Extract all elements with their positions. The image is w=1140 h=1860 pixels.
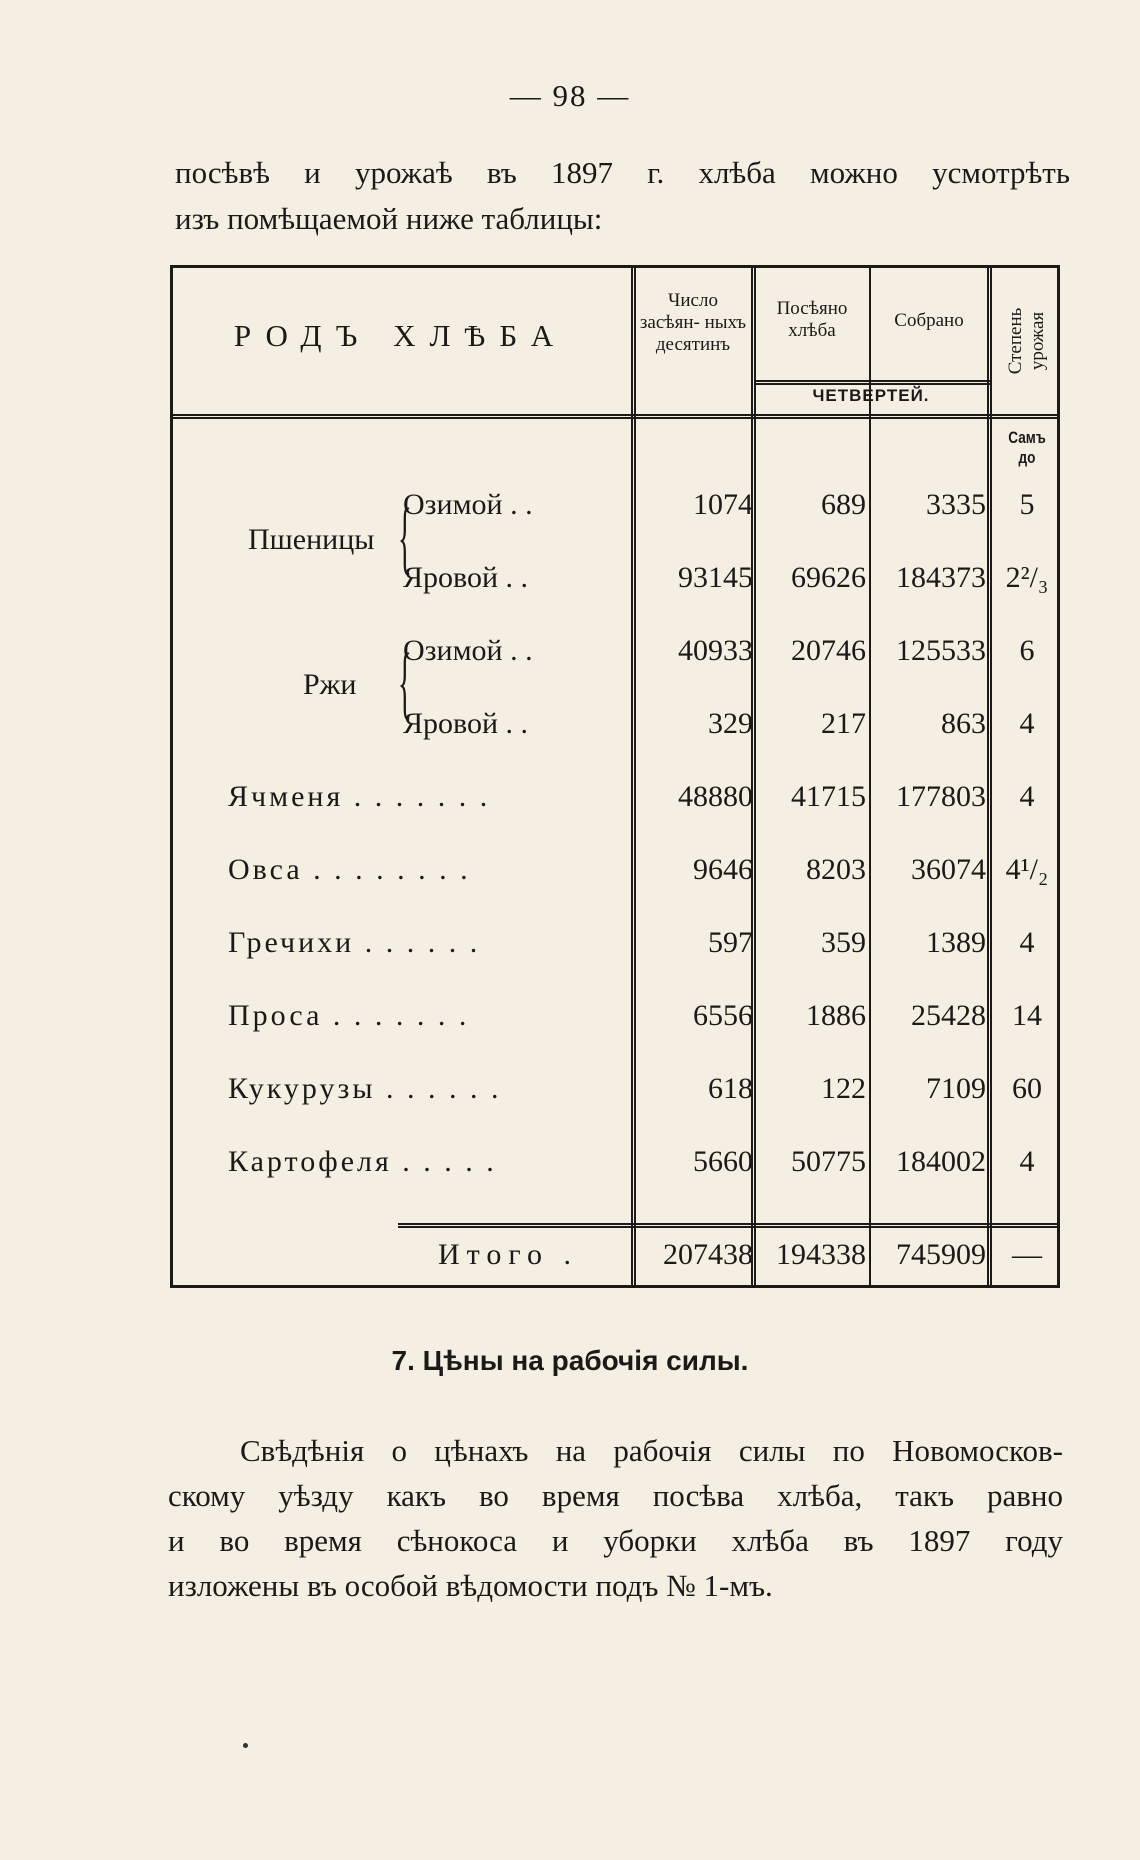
cell-yield: 14 — [1012, 999, 1042, 1032]
cell-sown: 217 — [821, 707, 866, 740]
paragraph-line-3: и во время сѣнокоса и уборки хлѣба въ 1897 году — [168, 1523, 1063, 1558]
cell-yield: 4 — [1019, 707, 1035, 740]
header-unit: ЧЕТВЕРТЕЙ. — [812, 386, 930, 405]
paragraph-line-1: Свѣдѣнія о цѣнахъ на рабочія силы по Новомосков- — [240, 1433, 1063, 1468]
cell-area: 329 — [708, 707, 753, 740]
header-area: Число засѣян- ныхъ десятинъ — [639, 290, 747, 355]
cell-yield: 4¹/₂ — [1005, 853, 1049, 886]
cell-yield: 4 — [1019, 926, 1035, 959]
cell-collected: 184002 — [896, 1145, 986, 1178]
intro-line-2: изъ помѣщаемой ниже таблицы: — [175, 201, 603, 236]
cell-area: 618 — [708, 1072, 753, 1105]
header-kind: РОДЪ ХЛѢБА — [233, 318, 568, 353]
header-collected: Собрано — [894, 310, 964, 331]
cell-collected: 25428 — [911, 999, 986, 1032]
group-label-wheat: Пшеницы — [248, 523, 375, 556]
cell-collected: 177803 — [896, 780, 986, 813]
yield-unit-label: Самъ до — [1008, 428, 1046, 467]
intro-line-1: посѣвѣ и урожаѣ въ 1897 г. хлѣба можно усмотрѣть — [175, 155, 1070, 190]
cell-collected: 1389 — [926, 926, 986, 959]
row-label: Кукурузы . . . . . . — [228, 1072, 502, 1105]
table-row — [173, 780, 1057, 820]
total-label: Итого . — [438, 1238, 578, 1271]
col-divider — [631, 268, 633, 1285]
cell-collected: 3335 — [926, 488, 986, 521]
cell-collected: 7109 — [926, 1072, 986, 1105]
cell-yield: 4 — [1019, 780, 1035, 813]
cell-yield: 4 — [1019, 1145, 1035, 1178]
table-row — [173, 561, 1057, 601]
cell-area: 207438 — [663, 1238, 753, 1271]
header-subdivider — [755, 383, 990, 385]
row-label: Озимой . . — [403, 488, 533, 521]
table-row — [173, 999, 1057, 1039]
table-row — [173, 1145, 1057, 1185]
col-divider — [987, 268, 989, 1285]
total-row — [173, 1238, 1057, 1278]
table-row — [173, 926, 1057, 966]
table-row — [173, 1072, 1057, 1112]
cell-sown: 689 — [821, 488, 866, 521]
row-label: Овса . . . . . . . . — [228, 853, 471, 886]
cell-yield: — — [1012, 1238, 1042, 1271]
cell-sown: 50775 — [791, 1145, 866, 1178]
cell-collected: 36074 — [911, 853, 986, 886]
cell-sown: 359 — [821, 926, 866, 959]
cell-collected: 125533 — [896, 634, 986, 667]
cell-area: 6556 — [693, 999, 753, 1032]
row-label: Яровой . . — [403, 561, 529, 594]
cell-area: 48880 — [678, 780, 753, 813]
col-divider — [634, 268, 636, 1285]
cell-sown: 1886 — [806, 999, 866, 1032]
row-label: Яровой . . — [403, 707, 529, 740]
cell-area: 597 — [708, 926, 753, 959]
header-subdivider — [755, 380, 990, 382]
cell-yield: 5 — [1019, 488, 1035, 521]
section-title: 7. Цѣны на рабочія силы. — [391, 1345, 749, 1376]
cell-area: 5660 — [693, 1145, 753, 1178]
col-divider — [990, 268, 992, 1285]
total-divider — [398, 1223, 1057, 1225]
col-divider — [754, 268, 756, 1285]
cell-sown: 194338 — [776, 1238, 866, 1271]
cell-sown: 20746 — [791, 634, 866, 667]
row-label: Проса . . . . . . . — [228, 999, 470, 1032]
header-yield-text: Степень урожая — [1005, 307, 1048, 374]
cell-sown: 122 — [821, 1072, 866, 1105]
cell-yield: 60 — [1012, 1072, 1042, 1105]
cell-collected: 184373 — [896, 561, 986, 594]
row-label: Гречихи . . . . . . — [228, 926, 481, 959]
cell-yield: 6 — [1019, 634, 1035, 667]
header-yield — [991, 268, 1063, 413]
cell-area: 93145 — [678, 561, 753, 594]
cell-sown: 69626 — [791, 561, 866, 594]
header-divider — [173, 414, 1057, 416]
ink-speck — [243, 1743, 248, 1748]
table-row — [173, 634, 1057, 674]
cell-area: 1074 — [693, 488, 753, 521]
col-divider — [751, 268, 753, 1285]
paragraph-line-4: изложены въ особой вѣдомости подъ № 1-мъ. — [168, 1568, 773, 1603]
intro-text — [175, 150, 1070, 242]
cell-area: 40933 — [678, 634, 753, 667]
group-label-rye: Ржи — [303, 668, 357, 701]
page-number: — 98 — — [509, 78, 631, 113]
table-row — [173, 707, 1057, 747]
cell-sown: 8203 — [806, 853, 866, 886]
total-divider — [398, 1226, 1057, 1228]
brace-rye: { — [398, 636, 412, 727]
row-label: Картофеля . . . . . — [228, 1145, 497, 1178]
cell-yield: 2²/₃ — [1005, 561, 1049, 594]
cell-area: 9646 — [693, 853, 753, 886]
brace-wheat: { — [398, 491, 412, 582]
row-label: Озимой . . — [403, 634, 533, 667]
row-label: Ячменя . . . . . . . — [228, 780, 491, 813]
table-row — [173, 488, 1057, 528]
paragraph-line-2: скому уѣзду какъ во время посѣва хлѣба, такъ равно — [168, 1478, 1063, 1513]
table-row — [173, 853, 1057, 893]
cell-collected: 863 — [941, 707, 986, 740]
header-divider — [173, 417, 1057, 419]
paragraph — [168, 1428, 1063, 1608]
header-sown: Посѣяно хлѣба — [776, 298, 848, 341]
harvest-table — [170, 265, 1060, 1288]
cell-collected: 745909 — [896, 1238, 986, 1271]
cell-sown: 41715 — [791, 780, 866, 813]
